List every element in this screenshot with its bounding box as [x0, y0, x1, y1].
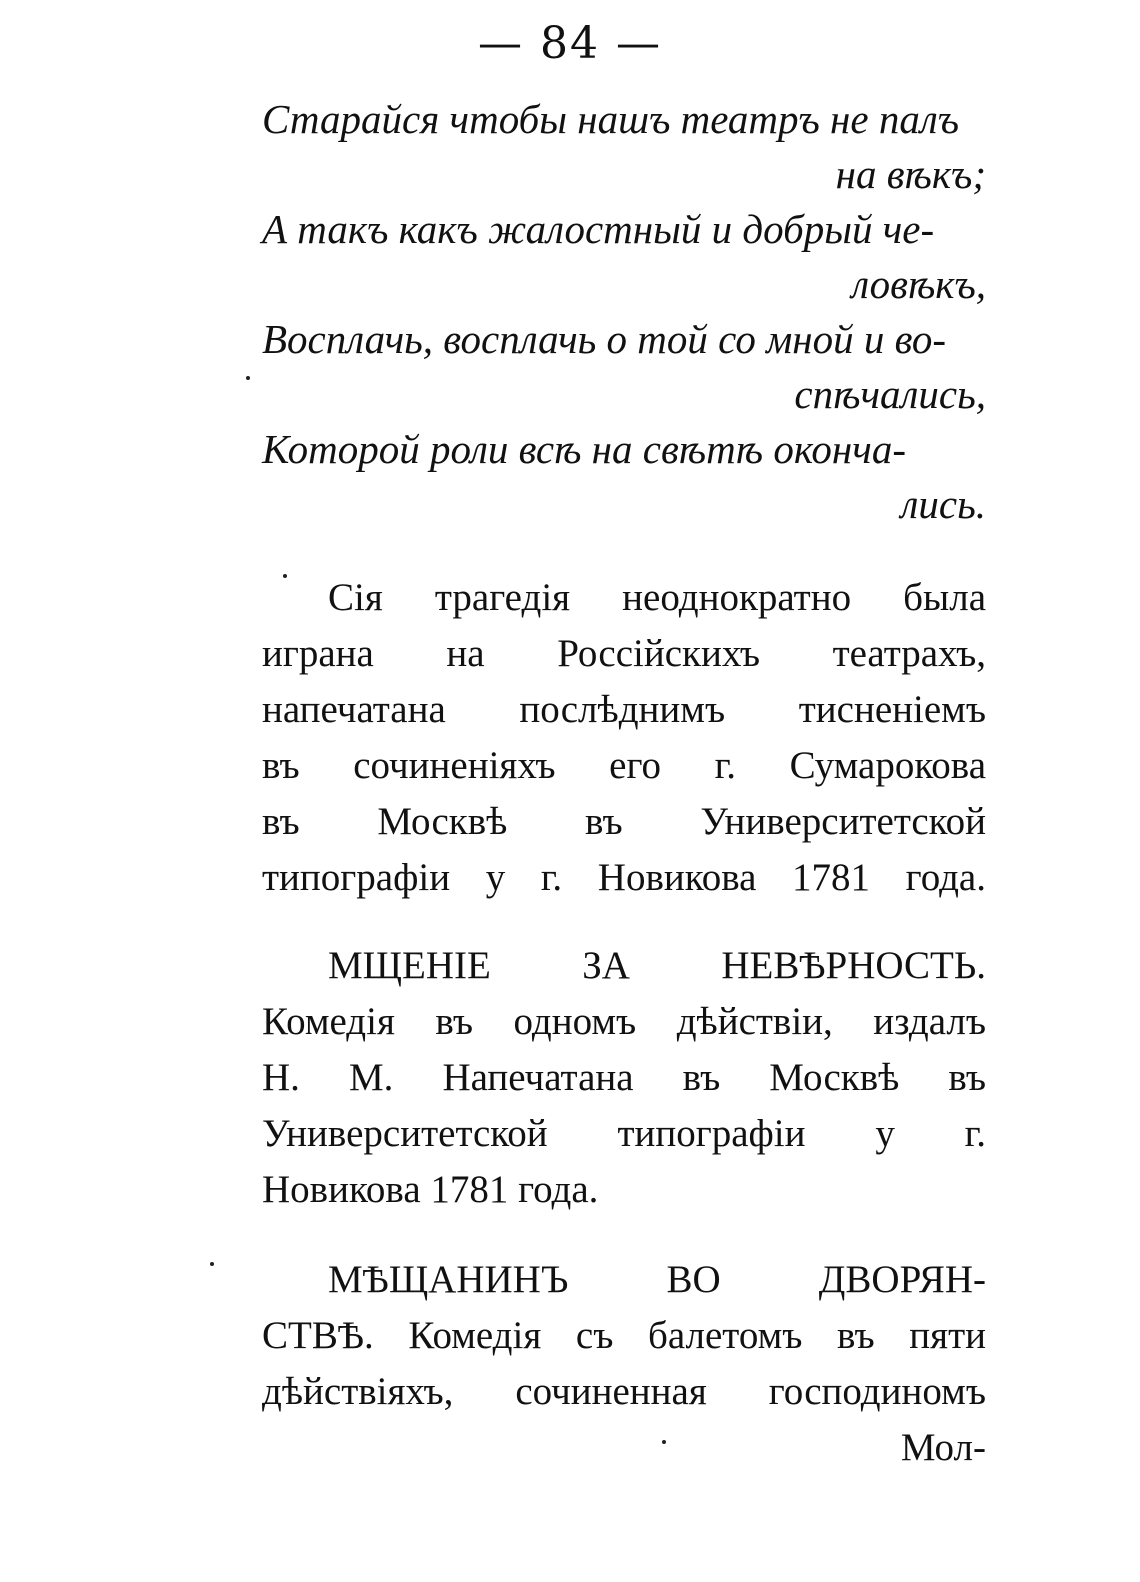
verse-line: на вѣкъ; — [835, 151, 986, 197]
verse-line: А такъ какъ жалостный и добрый че- — [262, 206, 935, 252]
paragraph-line: играна на Россійскихъ театрахъ, — [262, 632, 986, 675]
verse-line: ловѣкъ, — [851, 261, 986, 307]
print-speck — [210, 1262, 214, 1266]
paragraph-line: СТВѢ. Комедія съ балетомъ въ пяти — [262, 1314, 986, 1357]
verse-line: Старайся чтобы нашъ театръ не палъ — [262, 96, 959, 142]
print-speck — [283, 574, 287, 578]
entry-meshchanin — [262, 1252, 986, 1476]
paragraph-line: дѣйствіяхъ, сочиненная господиномъ — [262, 1370, 986, 1413]
paragraph-line: Университетской типографіи у г. — [262, 1112, 986, 1155]
verse-block — [262, 92, 986, 532]
paragraph-tragedy-note — [262, 570, 986, 906]
paragraph-line: Н. М. Напечатана въ Москвѣ въ — [262, 1056, 986, 1099]
entry-title: МѢЩАНИНЪ ВО ДВОРЯН- — [328, 1258, 986, 1301]
entry-title: МЩЕНІЕ ЗА НЕВѢРНОСТЬ. — [328, 944, 986, 987]
catchword: Мол- — [900, 1426, 986, 1469]
entry-mshchenie — [262, 938, 986, 1218]
paragraph-line: Сія трагедія неоднократно была — [328, 576, 986, 619]
verse-line: лись. — [900, 481, 986, 527]
paragraph-line: въ Москвѣ въ Университетской — [262, 800, 986, 843]
paragraph-line: напечатана послѣднимъ тисненіемъ — [262, 688, 986, 731]
verse-line: Восплачь, восплачь о той со мной и во- — [262, 316, 947, 362]
verse-line: спѣчались, — [794, 371, 986, 417]
paragraph-line: Комедія въ одномъ дѣйствіи, издалъ — [262, 1000, 986, 1043]
verse-line: Которой роли всѣ на свѣтѣ оконча- — [262, 426, 906, 472]
paragraph-line: Новикова 1781 года. — [262, 1168, 599, 1211]
page-number: — 84 — — [478, 18, 662, 69]
paragraph-line: въ сочиненіяхъ его г. Сумарокова — [262, 744, 986, 787]
paragraph-line: типографіи у г. Новикова 1781 года. — [262, 856, 986, 899]
print-speck — [662, 1440, 666, 1444]
print-speck — [246, 376, 250, 380]
